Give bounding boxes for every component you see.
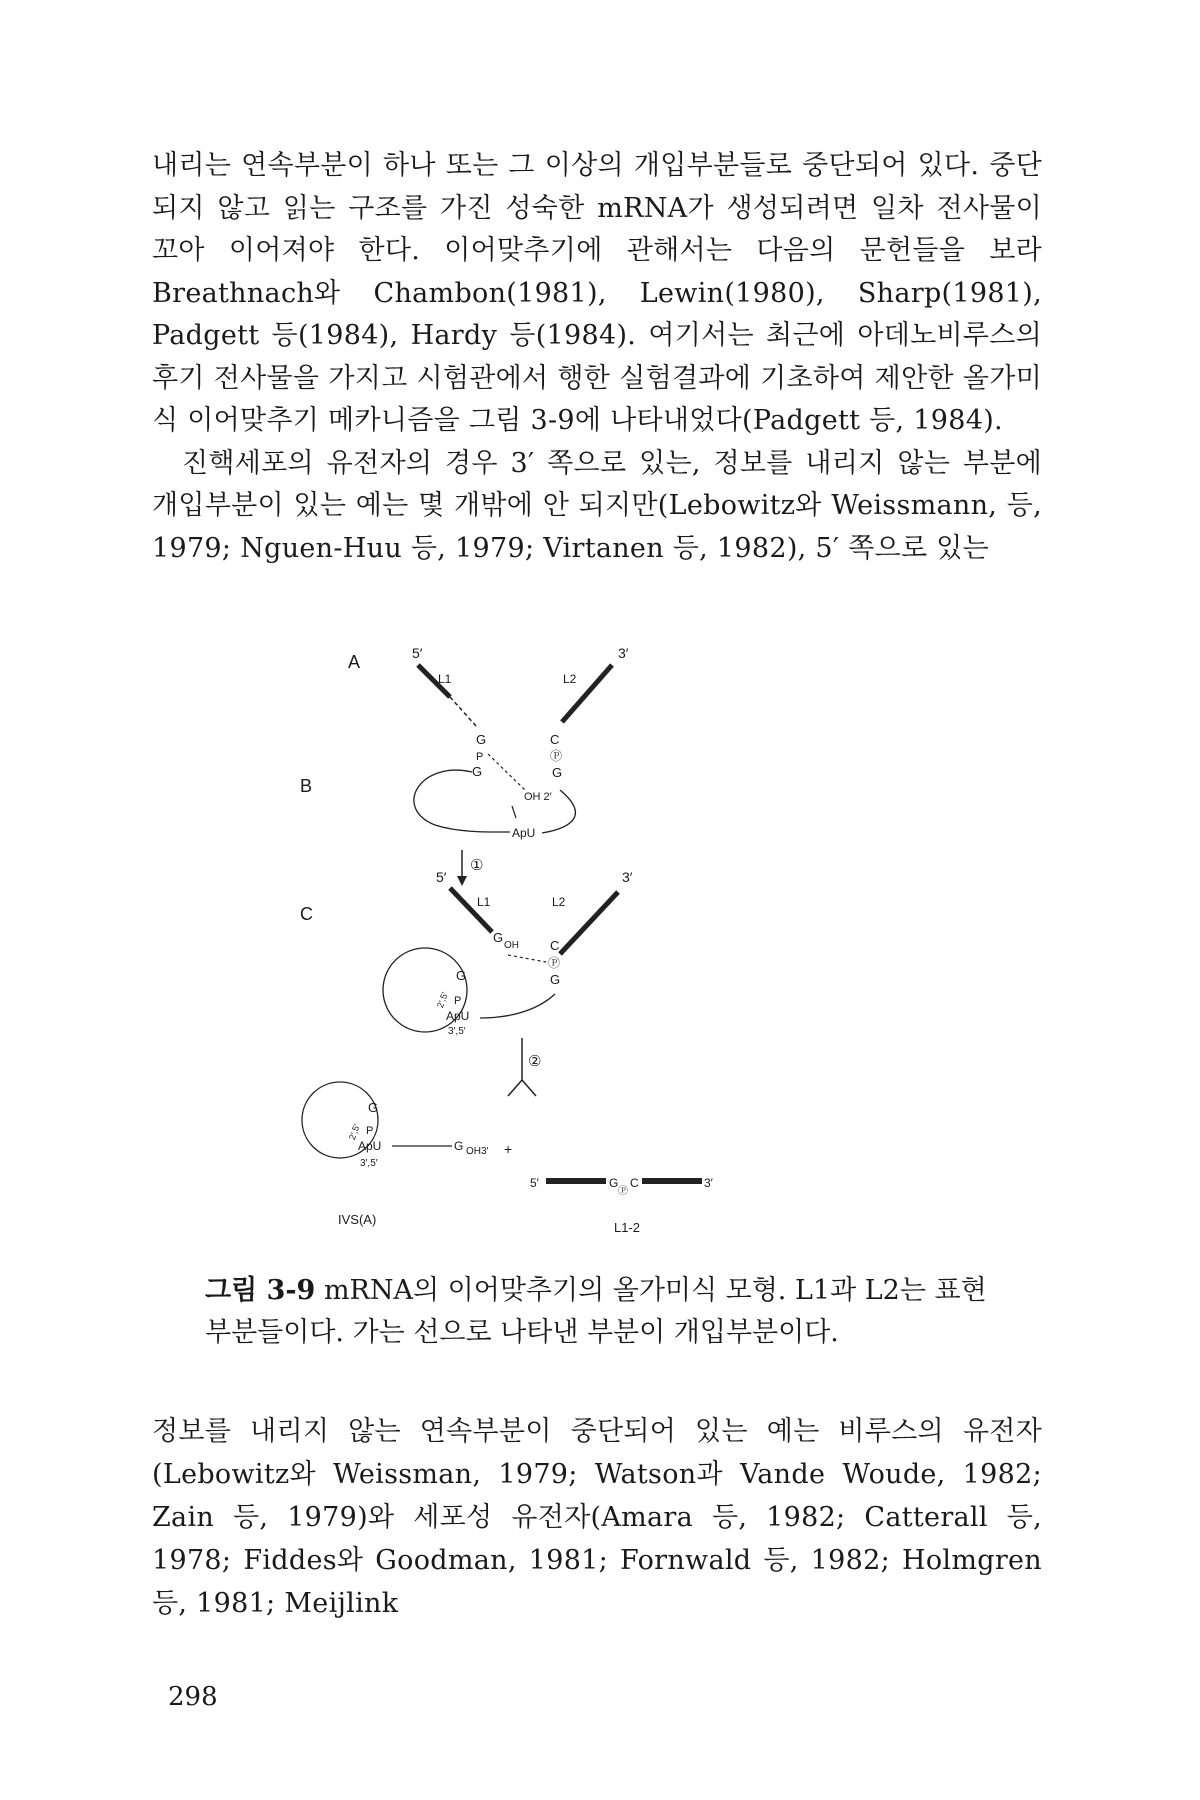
d-5prime: 5′ [530,1176,539,1190]
a-oh-stem [512,806,516,818]
a-c: C [550,732,560,747]
l12-label: L1-2 [614,1220,641,1235]
b-25: 2′,5′ [434,990,450,1010]
step2-branch-right [522,1080,536,1096]
a-g3: G [552,765,563,780]
c-g: G [368,1100,379,1115]
c-25: 2′,5′ [346,1122,362,1142]
b-3prime: 3′ [622,869,633,885]
b-exon-l2 [560,892,618,954]
c-35: 3′,5′ [360,1158,378,1169]
b-c: C [550,938,560,953]
splicing-lariat-figure [300,620,920,1240]
a-p: P [476,751,484,763]
b-intron-tail [480,994,555,1018]
a-g1: G [476,732,487,747]
d-exon-l2 [642,1178,702,1184]
page-number: 298 [168,1682,218,1712]
a-l1-dash [450,697,476,726]
paragraph-3: 정보를 내리지 않는 연속부분이 중단되어 있는 예는 비루스의 유전자(Lebowitz와 Weissman, 1979; Watson과 Vande Woude, 1982; Zain 등, 1979)와 세포성 유전자(Amara 등, 1982; Catterall 등, 1978; Fiddes와 Goodman, 1981; Fornwald 등, 1982; Holmgren 등, 1981; Meijlink [152,1416,1042,1619]
panel-b-label: B [300,776,313,796]
paragraph-intro [152,145,1042,570]
b-g3: G [550,972,561,987]
paragraph-2: 진핵세포의 유전자의 경우 3′ 쪽으로 있는, 정보를 내리지 않는 부분에 개입부분이 있는 예는 몇 개밖에 안 되지만(Lebowitz와 Weissmann, 등, 1979; Nguen-Huu 등, 1979; Virtanen 등, 1982), 5′ 쪽으로 있는 [152,447,1042,564]
c-p: P [366,1125,374,1137]
figure-caption [205,1270,1005,1354]
b-g: G [456,968,467,983]
a-l1-label: L1 [438,672,452,686]
d-g: G [609,1176,619,1190]
paragraph-1: 내리는 연속부분이 하나 또는 그 이상의 개입부분들로 중단되어 있다. 중단되지 않고 읽는 구조를 가진 성숙한 mRNA가 생성되려면 일차 전사물이 꼬아 이어져야 한다. 이어맞추기에 관해서는 다음의 문헌들을 보라 Breathnach와 Chambon(1981), Lewin(1980), Sharp(1981), Padgett 등(1984), Hardy 등(1984). 여기서는 최근에 아데노비루스의 후기 전사물을 가지고 시험관에서 행한 실험결과에 기초하여 제안한 올가미식 이어맞추기 메카니즘을 그림 3-9에 나타내었다(Padgett 등, 1984). [152,150,1042,436]
figure-caption-text: mRNA의 이어맞추기의 올가미식 모형. L1과 L2는 표현부분들이다. 가는 선으로 나타낸 부분이 개입부분이다. [205,1275,987,1348]
b-apu: ApU [446,1009,470,1023]
d-circle-p: Ⓟ [618,1186,628,1197]
a-attack-arrow [488,754,525,790]
a-3prime: 3′ [618,645,629,661]
d-3prime: 3′ [704,1176,713,1190]
c-oh3: OH3′ [466,1146,489,1157]
b-oh: OH [504,940,519,951]
step2-label: ② [528,1053,542,1070]
panel-c-label: C [300,904,313,924]
b-l1-label: L1 [477,895,491,909]
b-5prime: 5′ [436,869,447,885]
a-oh: OH 2′ [524,791,552,803]
b-p: P [454,995,462,1007]
b-l2-label: L2 [552,895,566,909]
a-apu: ApU [512,826,536,840]
c-plus: + [504,1141,513,1157]
b-35: 3′,5′ [448,1026,466,1037]
panel-a-label: A [348,652,361,672]
b-attack-arrow [508,955,546,962]
d-exon-l1 [546,1178,606,1184]
step1-label: ① [470,857,484,874]
c-apu: ApU [358,1139,382,1153]
d-c: C [630,1176,639,1190]
a-l2-label: L2 [563,672,577,686]
figure-caption-label: 그림 3-9 [205,1275,316,1306]
a-5prime: 5′ [412,645,423,661]
c-goh: G [454,1139,464,1153]
a-g2: G [472,764,483,779]
b-circle-p: Ⓟ [548,956,561,970]
step1-arrowhead [457,876,467,886]
a-intron-loop [414,770,510,832]
step2-branch-left [508,1080,522,1096]
b-goh: G [493,930,504,945]
a-circle-p: Ⓟ [550,749,563,763]
ivs-label: IVS(A) [338,1212,377,1227]
